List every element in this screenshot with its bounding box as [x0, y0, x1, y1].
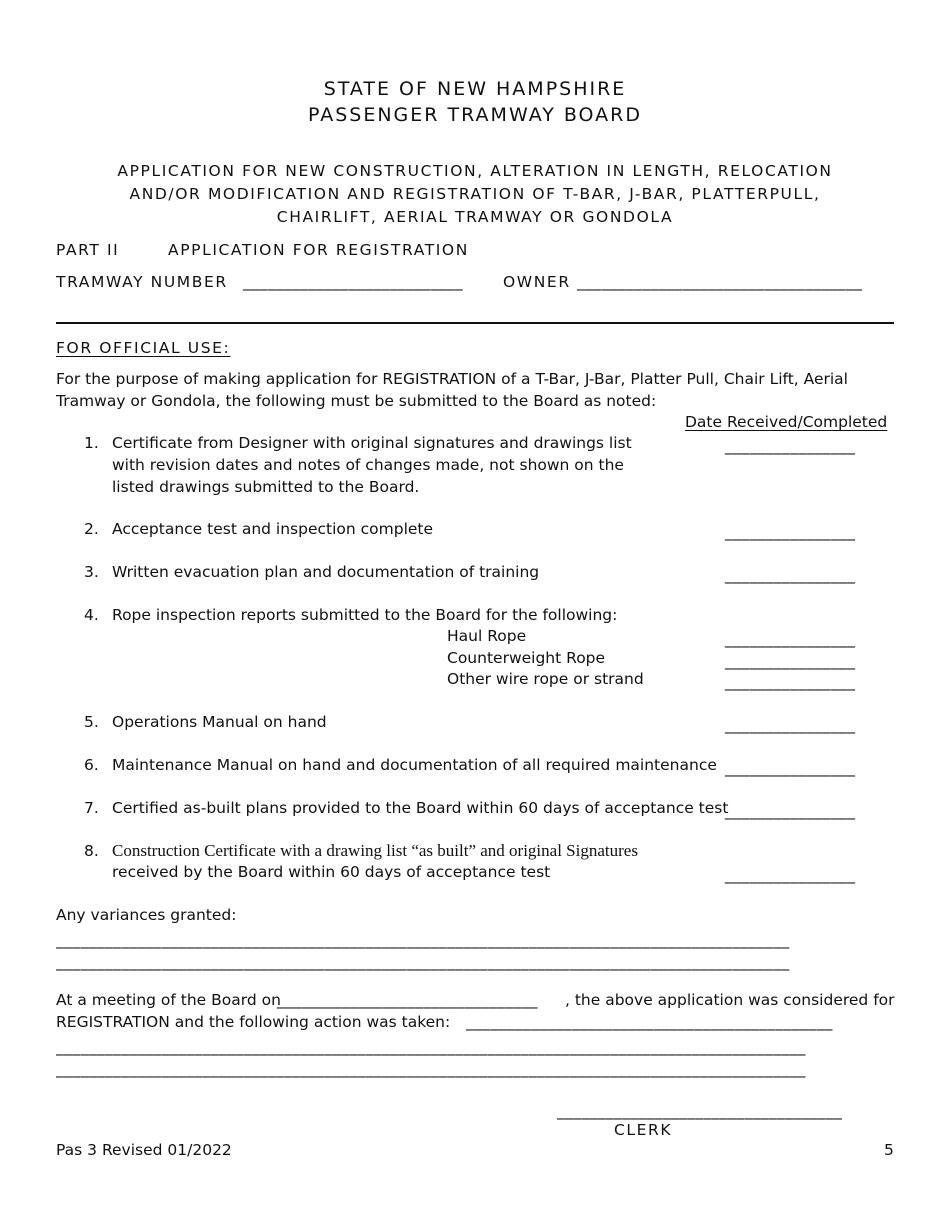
item-4-sub-counterweight-rope: Counterweight Rope	[447, 649, 606, 667]
revision-note: Pas 3 Revised 01/2022	[56, 1141, 232, 1159]
item-1-line-3: listed drawings submitted to the Board.	[112, 478, 420, 496]
meeting-line-suffix: , the above application was considered for	[565, 991, 895, 1009]
action-taken-field[interactable]: _____________________________________________	[466, 1013, 833, 1031]
tramway-number-label: TRAMWAY NUMBER	[56, 273, 228, 291]
clerk-signature-line[interactable]: ___________________________________	[557, 1102, 843, 1120]
owner-field[interactable]: ___________________________________	[577, 273, 863, 291]
item-1-line-2: with revision dates and notes of changes made, not shown on the	[112, 456, 624, 474]
variances-line-2[interactable]: __________________________________________________________________________________________	[56, 953, 790, 971]
item-4-sub-haul-rope: Haul Rope	[447, 627, 527, 645]
application-title-line-1: APPLICATION FOR NEW CONSTRUCTION, ALTERATION IN LENGTH, RELOCATION	[117, 162, 833, 180]
intro-line-1: For the purpose of making application for REGISTRATION of a T-Bar, J-Bar, Platter Pull, Chair Lift, Aerial	[56, 370, 848, 388]
item-4-sub-other-rope: Other wire rope or strand	[447, 670, 644, 688]
item-7-date-field[interactable]: ________________	[725, 802, 856, 820]
item-number: 5.	[84, 713, 99, 731]
item-8-line-2: received by the Board within 60 days of acceptance test	[112, 863, 551, 881]
clerk-label: CLERK	[614, 1121, 673, 1139]
item-2-date-field[interactable]: ________________	[725, 523, 856, 541]
variances-label: Any variances granted:	[56, 906, 237, 924]
page-number: 5	[884, 1141, 894, 1159]
date-column-header: Date Received/Completed	[685, 413, 888, 431]
intro-line-2: Tramway or Gondola, the following must be submitted to the Board as noted:	[56, 392, 657, 410]
item-3-text: Written evacuation plan and documentation of training	[112, 563, 540, 581]
item-number: 4.	[84, 606, 99, 624]
item-8-date-field[interactable]: ________________	[725, 866, 856, 884]
item-7-text: Certified as-built plans provided to the Board within 60 days of acceptance test	[112, 799, 729, 817]
application-title-line-3: CHAIRLIFT, AERIAL TRAMWAY OR GONDOLA	[276, 208, 674, 226]
item-5-text: Operations Manual on hand	[112, 713, 327, 731]
application-title-line-2: AND/OR MODIFICATION AND REGISTRATION OF T-BAR, J-BAR, PLATTERPULL,	[129, 185, 821, 203]
item-number: 6.	[84, 756, 99, 774]
item-1-line-1: Certificate from Designer with original signatures and drawings list	[112, 434, 632, 452]
registration-action-label: REGISTRATION and the following action was taken:	[56, 1013, 451, 1031]
item-6-date-field[interactable]: ________________	[725, 759, 856, 777]
part-label: PART II	[56, 241, 120, 259]
owner-label: OWNER	[503, 273, 571, 291]
meeting-line-prefix: At a meeting of the Board on	[56, 991, 281, 1009]
state-heading: STATE OF NEW HAMPSHIRE	[323, 78, 627, 100]
item-number: 3.	[84, 563, 99, 581]
item-number: 8.	[84, 842, 99, 860]
item-1-date-field[interactable]: ________________	[725, 437, 856, 455]
part-title: APPLICATION FOR REGISTRATION	[168, 241, 469, 259]
item-number: 7.	[84, 799, 99, 817]
counterweight-rope-date-field[interactable]: ________________	[725, 652, 856, 670]
action-line-4[interactable]: ____________________________________________________________________________________________	[56, 1060, 806, 1078]
haul-rope-date-field[interactable]: ________________	[725, 630, 856, 648]
item-6-text: Maintenance Manual on hand and documentation of all required maintenance	[112, 756, 717, 774]
item-number: 2.	[84, 520, 99, 538]
section-divider	[56, 322, 894, 324]
item-4-text: Rope inspection reports submitted to the Board for the following:	[112, 606, 618, 624]
item-2-text: Acceptance test and inspection complete	[112, 520, 434, 538]
tramway-number-field[interactable]: ___________________________	[243, 273, 464, 291]
official-use-heading: FOR OFFICIAL USE:	[56, 339, 231, 357]
variances-line-1[interactable]: __________________________________________________________________________________________	[56, 931, 790, 949]
meeting-date-field[interactable]: ________________________________	[277, 991, 538, 1009]
item-number: 1.	[84, 434, 99, 452]
item-5-date-field[interactable]: ________________	[725, 716, 856, 734]
item-3-date-field[interactable]: ________________	[725, 566, 856, 584]
action-line-3[interactable]: ____________________________________________________________________________________________	[56, 1038, 806, 1056]
board-heading: PASSENGER TRAMWAY BOARD	[307, 104, 643, 126]
other-rope-date-field[interactable]: ________________	[725, 673, 856, 691]
item-8-line-1: Construction Certificate with a drawing list “as built” and original Signatures	[112, 841, 638, 860]
